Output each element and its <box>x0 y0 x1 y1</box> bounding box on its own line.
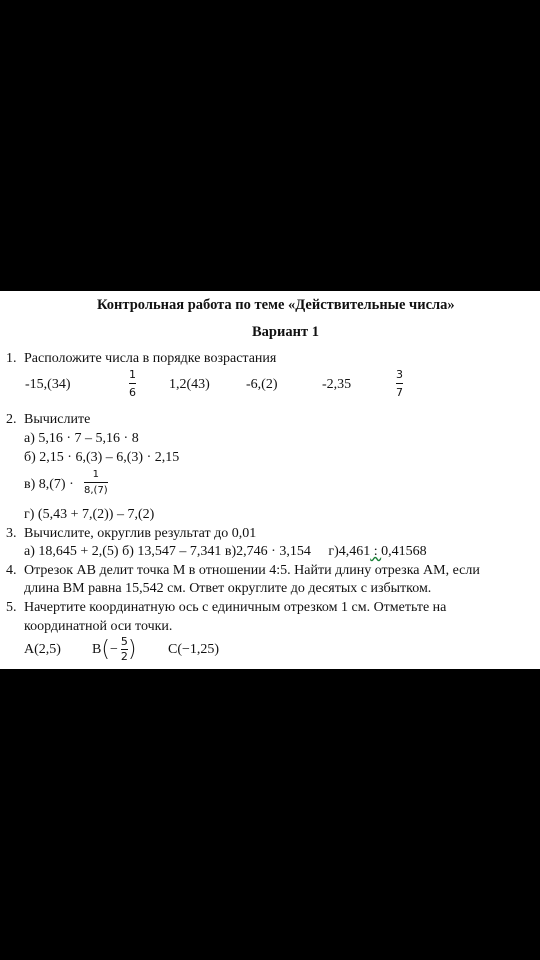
task1-fraction-2 <box>396 368 403 399</box>
point-b-label: B <box>92 641 102 657</box>
task1-item-2: 1,2(43) <box>169 377 210 392</box>
task2-text: Вычислите <box>24 412 91 427</box>
task1-fraction-1 <box>129 368 136 399</box>
task4-line1: Отрезок АВ делит точка М в отношении 4:5. Найти длину отрезка АМ, если <box>24 563 480 578</box>
point-a: A(2,5) <box>24 642 61 657</box>
task3-text: Вычислите, округлив результат до 0,01 <box>24 526 257 541</box>
task2-a: а) 5,16 · 7 – 5,16 · 8 <box>24 431 139 446</box>
task1-item-4: -2,35 <box>322 377 352 392</box>
task2-g: г) (5,43 + 7,(2)) – 7,(2) <box>24 507 155 522</box>
task1-text: Расположите числа в порядке возрастания <box>24 351 277 366</box>
fraction-denominator: 7 <box>396 386 403 399</box>
fraction-numerator: 1 <box>129 368 136 381</box>
task3-number: 3. <box>6 526 17 541</box>
point-c: C(−1,25) <box>168 642 220 657</box>
task2-number: 2. <box>6 412 17 427</box>
fraction-denominator: 6 <box>129 386 136 399</box>
point-b-sign: − <box>109 641 118 657</box>
close-paren: ) <box>127 637 137 662</box>
fraction-bar <box>84 482 108 483</box>
fraction-bar <box>129 383 136 384</box>
point-b <box>92 636 136 663</box>
task2-v <box>24 477 74 493</box>
worksheet-title: Контрольная работа по теме «Действительные числа» <box>97 297 455 313</box>
task1-number: 1. <box>6 351 17 366</box>
task3-line <box>24 544 427 560</box>
task4-line2: длина ВМ равна 15,542 см. Ответ округлите до десятых с избытком. <box>24 581 432 596</box>
task1-item-1: -15,(34) <box>25 377 71 392</box>
task5-number: 5. <box>6 600 17 615</box>
fraction-numerator: 3 <box>396 368 403 381</box>
fraction-numerator: 5 <box>120 635 128 648</box>
task4-number: 4. <box>6 563 17 578</box>
task2-v-prefix: в) 8,(7) · <box>24 477 74 492</box>
open-paren: ( <box>101 637 110 662</box>
task3-item-g-divisor: 0,41568 <box>381 544 427 559</box>
task5-line1: Начертите координатную ось с единичным отрезком 1 см. Отметьте на <box>24 600 447 615</box>
fraction-denominator: 2 <box>120 650 128 663</box>
task5-line2: координатной оси точки. <box>24 619 173 634</box>
task2-b: б) 2,15 · 6,(3) – 6,(3) · 2,15 <box>24 450 180 465</box>
division-sign: : <box>370 544 382 559</box>
fraction-bar <box>396 383 403 384</box>
task3-item-g: г)4,461 <box>328 544 371 559</box>
task3-items-a-v: а) 18,645 + 2,(5) б) 13,547 – 7,341 в)2,746 · 3,154 <box>24 544 311 559</box>
worksheet <box>0 291 540 669</box>
task1-item-3: -6,(2) <box>246 377 278 392</box>
fraction-numerator: 1 <box>92 469 100 480</box>
variant-heading: Вариант 1 <box>252 324 319 340</box>
fraction-denominator: 8,(7) <box>84 485 108 496</box>
task2-v-fraction <box>84 469 108 496</box>
point-b-fraction <box>121 636 128 663</box>
